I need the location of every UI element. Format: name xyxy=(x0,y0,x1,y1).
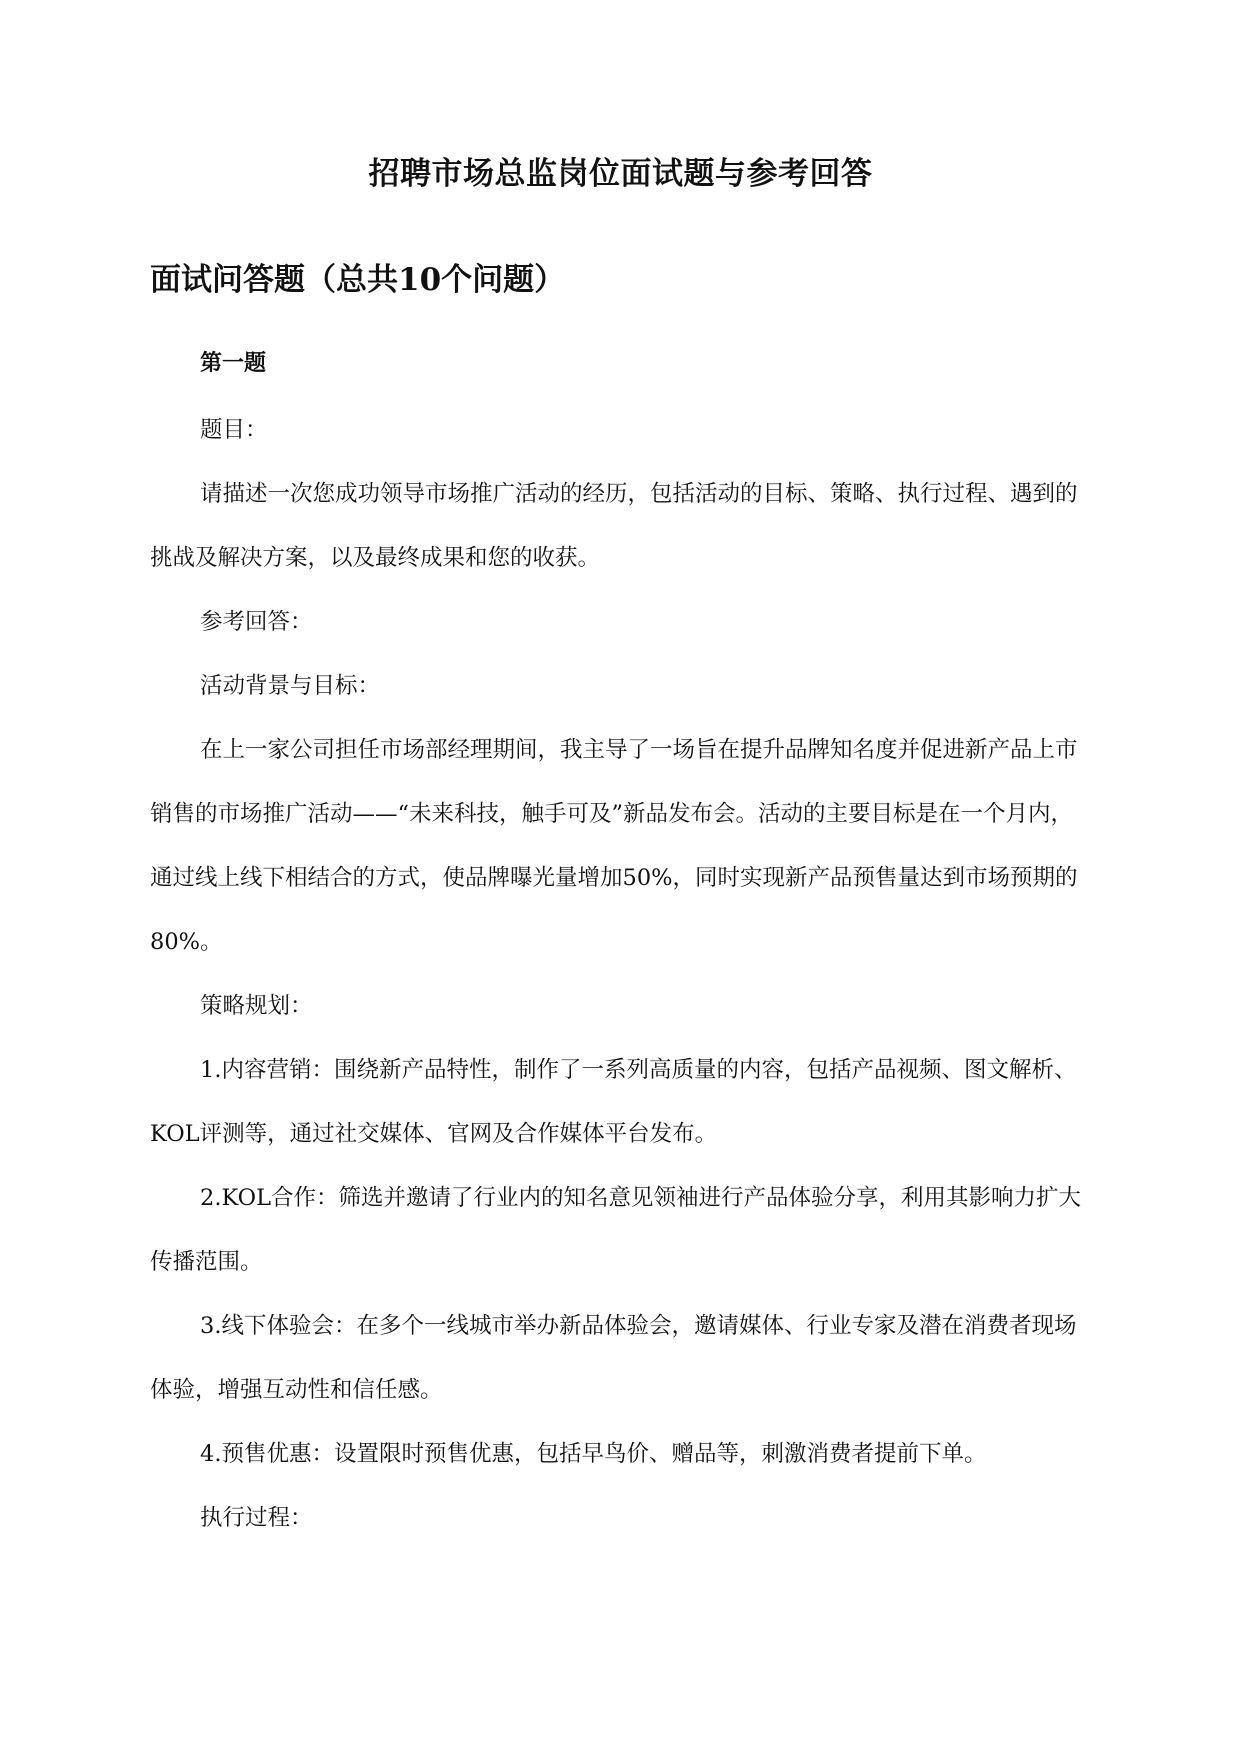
paragraph-execution-heading: 执行过程： xyxy=(200,1505,313,1531)
paragraph-strategy-4: 4.预售优惠：设置限时预售优惠，包括早鸟价、赠品等，刺激消费者提前下单。 xyxy=(200,1441,987,1467)
paragraph-answer-heading: 参考回答： xyxy=(200,609,313,635)
section-title: 面试问答题（总共10个问题） xyxy=(150,262,566,298)
paragraph-background-heading: 活动背景与目标： xyxy=(200,673,381,699)
paragraph-question-text: 请描述一次您成功领导市场推广活动的经历，包括活动的目标、策略、执行过程、遇到的挑战及解决方案，以及最终成果和您的收获。 xyxy=(150,481,1078,571)
paragraph-question-heading: 题目： xyxy=(200,417,268,443)
paragraph-strategy-3: 3.线下体验会：在多个一线城市举办新品体验会，邀请媒体、行业专家及潜在消费者现场体验，增强互动性和信任感。 xyxy=(150,1313,1077,1403)
document-body xyxy=(150,398,1090,1550)
paragraph-strategy-1: 1.内容营销：围绕新产品特性，制作了一系列高质量的内容，包括产品视频、图文解析、KOL评测等，通过社交媒体、官网及合作媒体平台发布。 xyxy=(150,1057,1077,1147)
document-title: 招聘市场总监岗位面试题与参考回答 xyxy=(368,156,873,192)
question-label: 第一题 xyxy=(200,350,267,376)
paragraph-strategy-heading: 策略规划： xyxy=(200,993,313,1019)
paragraph-strategy-2: 2.KOL合作：筛选并邀请了行业内的知名意见领袖进行产品体验分享，利用其影响力扩大传播范围。 xyxy=(150,1185,1082,1275)
paragraph-background-text: 在上一家公司担任市场部经理期间，我主导了一场旨在提升品牌知名度并促进新产品上市销售的市场推广活动——“未来科技，触手可及”新品发布会。活动的主要目标是在一个月内，通过线上线下相结合的方式，使品牌曝光量增加50%，同时实现新产品预售量达到市场预期的80%。 xyxy=(150,737,1078,955)
